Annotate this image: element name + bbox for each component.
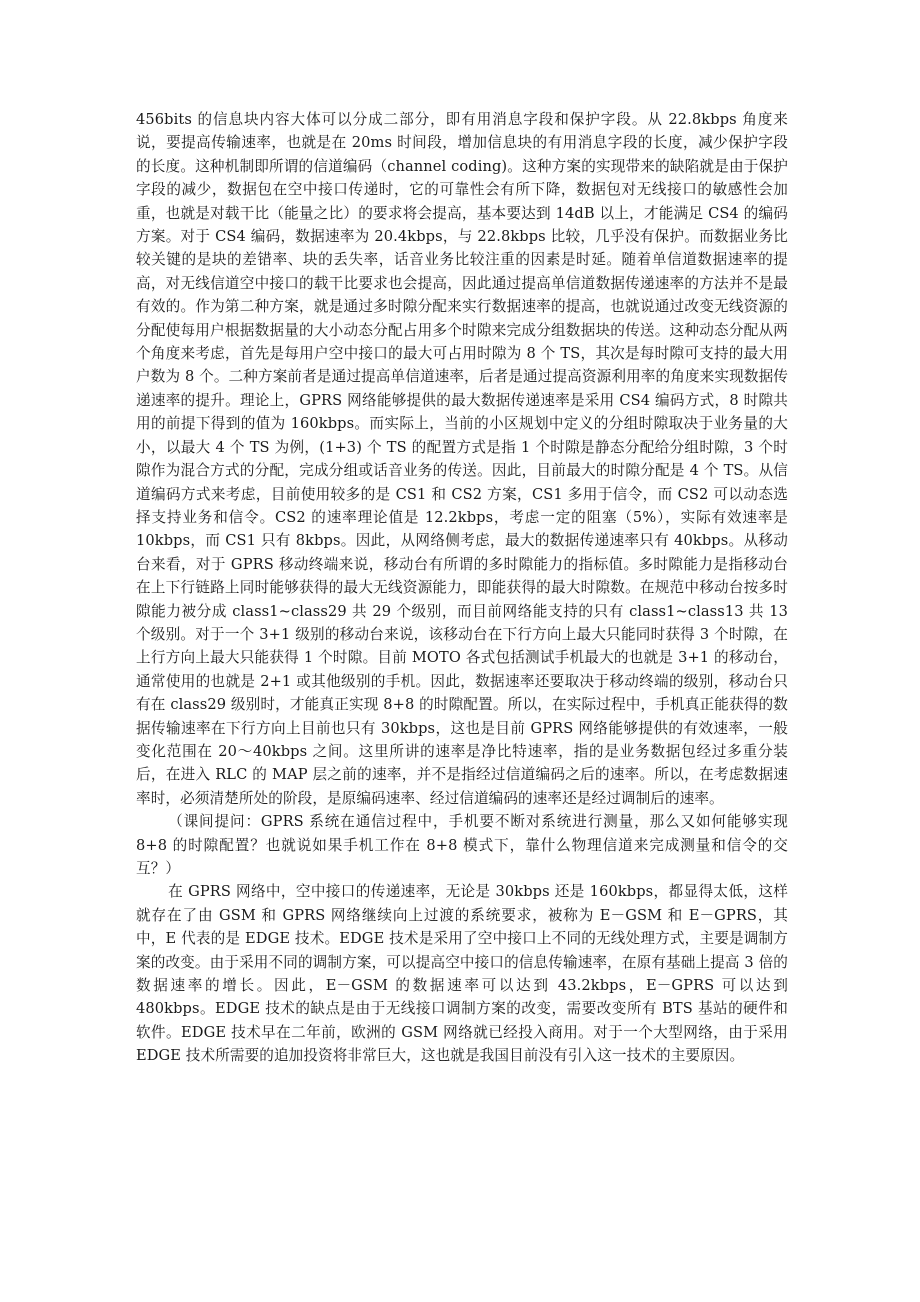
body-paragraph-3: 在 GPRS 网络中，空中接口的传递速率，无论是 30kbps 还是 160kbps，都显得太低，这样就存在了由 GSM 和 GPRS 网络继续向上过渡的系统要求，被称为 E－GSM 和 E－GPRS，其中，E 代表的是 EDGE 技术。EDGE 技术是采用了空中接口上不同的无线处理方式，主要是调制方案的改变。由于采用不同的调制方案，可以提高空中接口的信息传输速率，在原有基础上提高 3 倍的数据速率的增长。因此，E－GSM 的数据速率可以达到 43.2kbps，E－GPRS 可以达到 480kbps。EDGE 技术的缺点是由于无线接口调制方案的改变，需要改变所有 BTS 基站的硬件和软件。EDGE 技术早在二年前，欧洲的 GSM 网络就已经投入商用。对于一个大型网络，由于采用 EDGE 技术所需要的追加投资将非常巨大，这也就是我国目前没有引入这一技术的主要原因。: [136, 883, 788, 1065]
body-paragraph-2: （课间提问：GPRS 系统在通信过程中，手机要不断对系统进行测量，那么又如何能够实现 8+8 的时隙配置？也就说如果手机工作在 8+8 模式下，靠什么物理信道来完成测量和信令的交互？）: [136, 813, 788, 877]
body-paragraph-1: 456bits 的信息块内容大体可以分成二部分，即有用消息字段和保护字段。从 22.8kbps 角度来说，要提高传输速率，也就是在 20ms 时间段，增加信息块的有用消息字段的长度，减少保护字段的长度。这种机制即所谓的信道编码（channel coding)。这种方案的实现带来的缺陷就是由于保护字段的减少，数据包在空中接口传递时，它的可靠性会有所下降，数据包对无线接口的敏感性会加重，也就是对载干比（能量之比）的要求将会提高，基本要达到 14dB 以上，才能满足 CS4 的编码方案。对于 CS4 编码，数据速率为 20.4kbps，与 22.8kbps 比较，几乎没有保护。而数据业务比较关键的是块的差错率、块的丢失率，话音业务比较注重的因素是时延。随着单信道数据速率的提高，对无线信道空中接口的载干比要求也会提高，因此通过提高单信道数据传递速率的方法并不是最有效的。作为第二种方案，就是通过多时隙分配来实行数据速率的提高，也就说通过改变无线资源的分配使每用户根据数据量的大小动态分配占用多个时隙来完成分组数据块的传送。这种动态分配从两个角度来考虑，首先是每用户空中接口的最大可占用时隙为 8 个 TS，其次是每时隙可支持的最大用户数为 8 个。二种方案前者是通过提高单信道速率，后者是通过提高资源利用率的角度来实现数据传递速率的提升。理论上，GPRS 网络能够提供的最大数据传递速率是采用 CS4 编码方式，8 时隙共用的前提下得到的值为 160kbps。而实际上，当前的小区规划中定义的分组时隙取决于业务量的大小，以最大 4 个 TS 为例，(1+3) 个 TS 的配置方式是指 1 个时隙是静态分配给分组时隙，3 个时隙作为混合方式的分配，完成分组或话音业务的传送。因此，目前最大的时隙分配是 4 个 TS。从信道编码方式来考虑，目前使用较多的是 CS1 和 CS2 方案，CS1 多用于信令，而 CS2 可以动态选择支持业务和信令。CS2 的速率理论值是 12.2kbps，考虑一定的阻塞（5%），实际有效速率是 10kbps，而 CS1 只有 8kbps。因此，从网络侧考虑，最大的数据传递速率只有 40kbps。从移动台来看，对于 GPRS 移动终端来说，移动台有所谓的多时隙能力的指标值。多时隙能力是指移动台在上下行链路上同时能够获得的最大无线资源能力，即能获得的最大时隙数。在规范中移动台按多时隙能力被分成 class1~class29 共 29 个级别，而目前网络能支持的只有 class1~class13 共 13 个级别。对于一个 3+1 级别的移动台来说，该移动台在下行方向上最大只能同时获得 3 个时隙，在上行方向上最大只能获得 1 个时隙。目前 MOTO 各式包括测试手机最大的也就是 3+1 的移动台，通常使用的也就是 2+1 或其他级别的手机。因此，数据速率还要取决于移动终端的级别，移动台只有在 class29 级别时，才能真正实现 8+8 的时隙配置。所以，在实际过程中，手机真正能获得的数据传输速率在下行方向上目前也只有 30kbps，这也是目前 GPRS 网络能够提供的有效速率，一般变化范围在 20～40kbps 之间。这里所讲的速率是净比特速率，指的是业务数据包经过多重分装后，在进入 RLC 的 MAP 层之前的速率，并不是指经过信道编码之后的速率。所以，在考虑数据速率时，必须清楚所处的阶段，是原编码速率、经过信道编码的速率还是经过调制后的速率。: [136, 111, 788, 807]
document-page: [136, 108, 788, 1068]
